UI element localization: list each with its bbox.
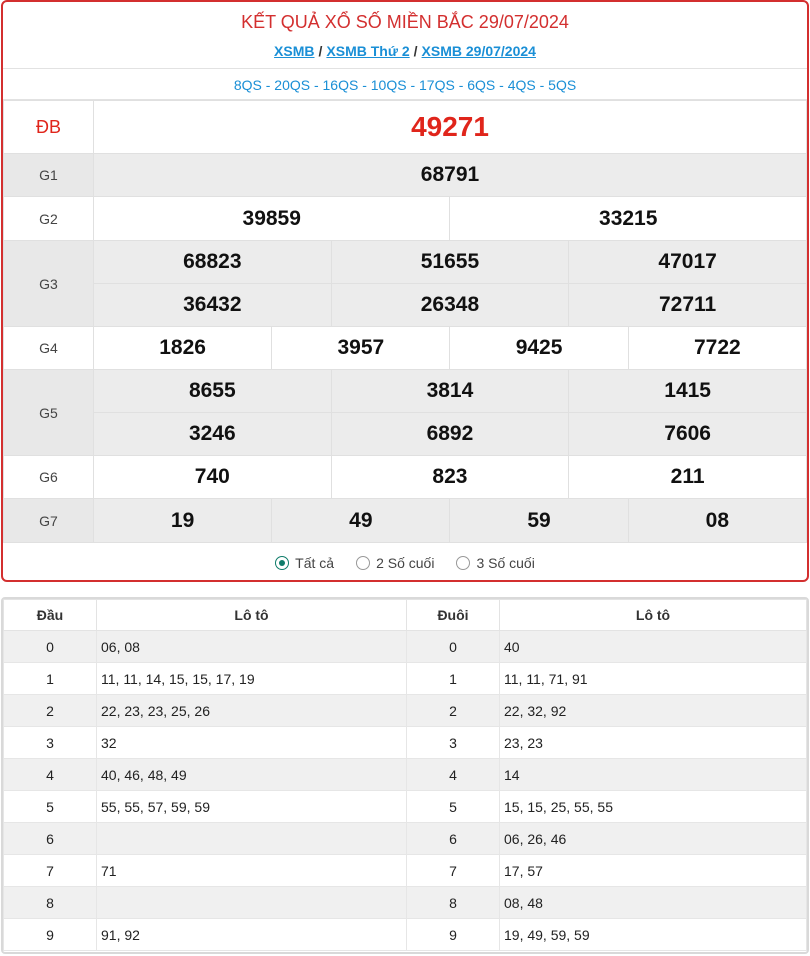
prize-number-g4: 9425 xyxy=(450,327,628,370)
duoi-digit: 1 xyxy=(407,663,500,695)
duoi-loto-list: 08, 48 xyxy=(500,887,807,919)
prize-number-g3: 68823 xyxy=(94,241,332,284)
duoi-loto-list: 14 xyxy=(500,759,807,791)
prize-number-g6: 211 xyxy=(569,456,807,499)
prize-number-g4: 3957 xyxy=(272,327,450,370)
prize-number-g3: 26348 xyxy=(331,284,569,327)
table-row xyxy=(4,631,807,663)
dau-loto-list: 40, 46, 48, 49 xyxy=(97,759,407,791)
dau-loto-list: 22, 23, 23, 25, 26 xyxy=(97,695,407,727)
prize-number-g4: 1826 xyxy=(94,327,272,370)
dau-digit: 3 xyxy=(4,727,97,759)
breadcrumb xyxy=(3,40,807,68)
prize-label-g3: G3 xyxy=(4,241,94,327)
duoi-digit: 8 xyxy=(407,887,500,919)
prize-number-g5: 7606 xyxy=(569,413,807,456)
prize-label-g1: G1 xyxy=(4,154,94,197)
prize-number-g2: 33215 xyxy=(450,197,807,241)
duoi-digit: 7 xyxy=(407,855,500,887)
digit-filter xyxy=(3,543,807,582)
prize-number-g3: 36432 xyxy=(94,284,332,327)
prize-label-g7: G7 xyxy=(4,499,94,543)
page-title: KẾT QUẢ XỔ SỐ MIỀN BẮC 29/07/2024 xyxy=(241,12,569,32)
table-row xyxy=(4,727,807,759)
prize-number-g6: 740 xyxy=(94,456,332,499)
prize-number-g3: 72711 xyxy=(569,284,807,327)
link-xsmb-date[interactable]: XSMB 29/07/2024 xyxy=(421,43,536,59)
dau-loto-list: 91, 92 xyxy=(97,919,407,951)
duoi-loto-list: 19, 49, 59, 59 xyxy=(500,919,807,951)
prize-number-g6: 823 xyxy=(331,456,569,499)
dau-digit: 7 xyxy=(4,855,97,887)
table-row xyxy=(4,855,807,887)
duoi-loto-list: 15, 15, 25, 55, 55 xyxy=(500,791,807,823)
duoi-loto-list: 23, 23 xyxy=(500,727,807,759)
prize-number-g5: 3814 xyxy=(331,370,569,413)
prize-number-g5: 3246 xyxy=(94,413,332,456)
prize-number-db: 49271 xyxy=(94,101,807,154)
draw-codes: 8QS - 20QS - 16QS - 10QS - 17QS - 6QS - 4QS - 5QS xyxy=(3,68,807,100)
prize-number-g7: 19 xyxy=(94,499,272,543)
filter-last-3-label: 3 Số cuối xyxy=(476,555,535,571)
dau-loto-list: 06, 08 xyxy=(97,631,407,663)
prize-label-g4: G4 xyxy=(4,327,94,370)
prize-label-g5: G5 xyxy=(4,370,94,456)
prize-number-g7: 59 xyxy=(450,499,628,543)
dau-digit: 8 xyxy=(4,887,97,919)
col-header-duoi: Đuôi xyxy=(407,600,500,631)
dau-digit: 2 xyxy=(4,695,97,727)
duoi-digit: 4 xyxy=(407,759,500,791)
col-header-loto: Lô tô xyxy=(97,600,407,631)
dau-digit: 9 xyxy=(4,919,97,951)
prize-number-g1: 68791 xyxy=(94,154,807,197)
filter-last-3[interactable] xyxy=(456,555,534,571)
loto-table xyxy=(3,599,807,951)
filter-all[interactable] xyxy=(275,555,334,571)
filter-all-label: Tất cả xyxy=(295,555,335,571)
result-panel xyxy=(1,0,809,582)
duoi-digit: 5 xyxy=(407,791,500,823)
dau-loto-list: 71 xyxy=(97,855,407,887)
duoi-loto-list: 11, 11, 71, 91 xyxy=(500,663,807,695)
link-xsmb[interactable]: XSMB xyxy=(274,43,315,59)
prize-number-g7: 08 xyxy=(628,499,806,543)
prize-number-g2: 39859 xyxy=(94,197,450,241)
table-row xyxy=(4,791,807,823)
loto-panel xyxy=(1,597,809,954)
dau-loto-list xyxy=(97,823,407,855)
prize-number-g3: 51655 xyxy=(331,241,569,284)
table-row xyxy=(4,663,807,695)
col-header-loto: Lô tô xyxy=(500,600,807,631)
table-row xyxy=(4,695,807,727)
prize-number-g4: 7722 xyxy=(628,327,806,370)
prize-number-g5: 6892 xyxy=(331,413,569,456)
dau-digit: 5 xyxy=(4,791,97,823)
prize-label-g6: G6 xyxy=(4,456,94,499)
radio-checked-icon[interactable] xyxy=(275,556,289,570)
dau-digit: 4 xyxy=(4,759,97,791)
table-row xyxy=(4,919,807,951)
prize-number-g7: 49 xyxy=(272,499,450,543)
duoi-digit: 9 xyxy=(407,919,500,951)
col-header-dau: Đầu xyxy=(4,600,97,631)
filter-last-2[interactable] xyxy=(356,555,434,571)
prize-number-g3: 47017 xyxy=(569,241,807,284)
prize-label-g2: G2 xyxy=(4,197,94,241)
prize-label-db: ĐB xyxy=(4,101,94,154)
link-xsmb-thu2[interactable]: XSMB Thứ 2 xyxy=(326,43,410,59)
radio-unchecked-icon[interactable] xyxy=(456,556,470,570)
prize-number-g5: 1415 xyxy=(569,370,807,413)
duoi-digit: 0 xyxy=(407,631,500,663)
table-row xyxy=(4,823,807,855)
dau-digit: 6 xyxy=(4,823,97,855)
duoi-digit: 2 xyxy=(407,695,500,727)
dau-digit: 0 xyxy=(4,631,97,663)
dau-loto-list: 11, 11, 14, 15, 15, 17, 19 xyxy=(97,663,407,695)
table-row xyxy=(4,759,807,791)
breadcrumb-separator: / xyxy=(413,43,418,59)
dau-digit: 1 xyxy=(4,663,97,695)
radio-unchecked-icon[interactable] xyxy=(356,556,370,570)
duoi-loto-list: 06, 26, 46 xyxy=(500,823,807,855)
duoi-loto-list: 17, 57 xyxy=(500,855,807,887)
prize-number-g5: 8655 xyxy=(94,370,332,413)
table-row xyxy=(4,887,807,919)
duoi-digit: 3 xyxy=(407,727,500,759)
prize-table xyxy=(3,100,807,543)
breadcrumb-separator: / xyxy=(318,43,323,59)
duoi-loto-list: 40 xyxy=(500,631,807,663)
duoi-loto-list: 22, 32, 92 xyxy=(500,695,807,727)
dau-loto-list: 55, 55, 57, 59, 59 xyxy=(97,791,407,823)
dau-loto-list xyxy=(97,887,407,919)
dau-loto-list: 32 xyxy=(97,727,407,759)
filter-last-2-label: 2 Số cuối xyxy=(376,555,435,571)
duoi-digit: 6 xyxy=(407,823,500,855)
